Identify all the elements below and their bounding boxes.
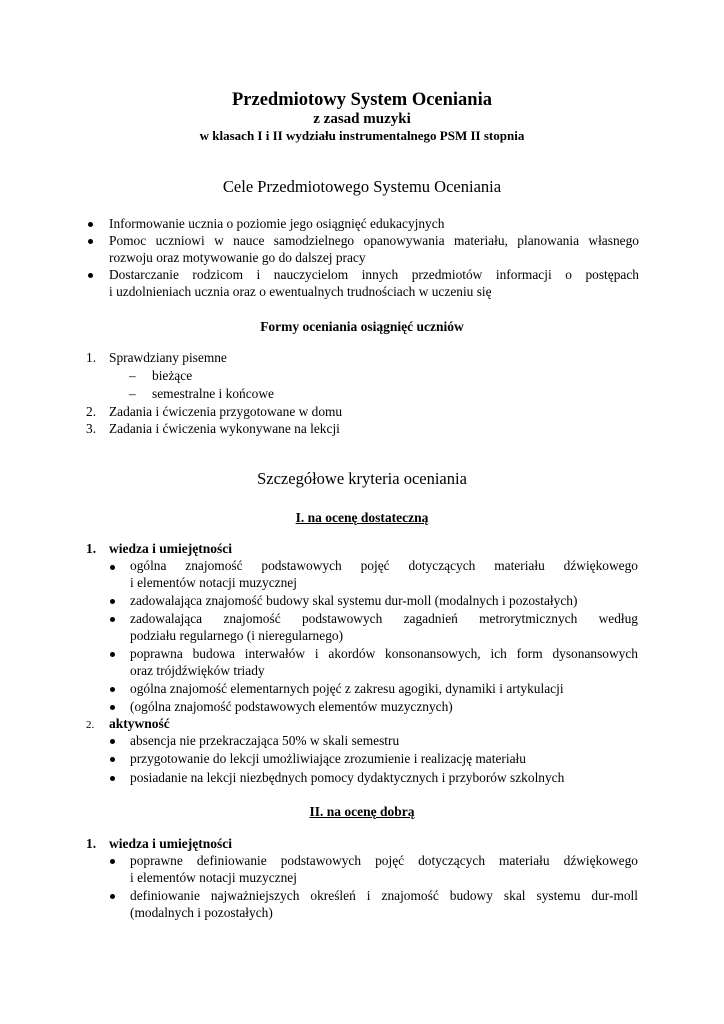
bullet-icon xyxy=(88,222,93,227)
document-subtitle: z zasad muzyki xyxy=(313,111,411,127)
document-page: Przedmiotowy System Oceniania z zasad muzyki w klasach I i II wydziału instrumentalnego PSM II stopnia Cele Przedmiotowego Systemu Oceniania Informowanie ucznia o poziomie jego osiągnięć edukacyjnych Pomoc uczniowi w nauce samodzielnego opanowywania materiału, planowania własnego rozwoju oraz motywowanie go do dalszej pracy Dostarczanie rodzicom i nauczycielom innych przedmiotów informacji o postępach i uzdolnieniach ucznia oraz o ewentualnych trudnościach w uczeniu się Formy oceniania osiągnięć uczniów 1. Sprawdziany pisemne – bieżące – semestralne i końcowe 2. Zadania i ćwiczenia przygotowane w domu 3. Zadania i ćwiczenia wykonywane na lekcji Szczegółowe kryteria oceniania I. na ocenę dostateczną 1. wiedza i umiejętności ogólna znajomość podstawowych pojęć dotyczących materiału dźwiękowego i elementów notacji muzycznej zadowalająca znajomość budowy skal systemu dur-moll (modalnych i pozostałych) zadowalająca znajomość podstawowych zagadnień metrorytmicznych według podziału regularnego (i nieregularnego) poprawna budowa interwałów i akordów konsonansowych, ich form dysonansowych oraz trójdźwięków triady ogólna znajomość elementarnych pojęć z zakresu agogiki, dynamiki i artykulacji (ogólna znajomość podstawowych elementów muzycznych) 2. aktywność absencja nie przekraczająca 50% w skali semestru przygotowanie do lekcji umożliwiające zrozumienie i realizację materiału posiadanie na lekcji niezbędnych pomocy dydaktycznych i przyborów szkolnych II. na ocenę dobrą 1. wiedza i umiejętności poprawne definiowanie podstawowych pojęć dotyczących materiału dźwiękowego i elementów notacji muzycznej definiowanie najważniejszych określeń i znajomość budowy skal systemu dur-moll (modalnych i pozostałych) xyxy=(86,90,639,920)
bullet-icon xyxy=(110,776,115,781)
bullet-icon xyxy=(110,687,115,692)
bullet-icon xyxy=(110,599,115,604)
bullet-icon xyxy=(110,894,115,899)
forms-heading: Formy oceniania osiągnięć uczniów xyxy=(260,319,464,334)
bullet-icon xyxy=(110,565,115,570)
bullet-icon xyxy=(110,652,115,657)
bullet-icon xyxy=(88,239,93,244)
bullet-icon xyxy=(110,739,115,744)
bullet-icon xyxy=(110,617,115,622)
grade4-heading: II. na ocenę dobrą xyxy=(309,804,415,819)
document-subtitle-classes: w klasach I i II wydziału instrumentalnego PSM II stopnia xyxy=(199,128,525,143)
bullet-icon xyxy=(110,757,115,762)
bullet-icon xyxy=(110,859,115,864)
goals-heading: Cele Przedmiotowego Systemu Oceniania xyxy=(222,177,502,196)
bullet-icon xyxy=(88,273,93,278)
section-title: wiedza i umiejętności xyxy=(109,541,232,556)
document-title: Przedmiotowy System Oceniania xyxy=(232,90,492,110)
section-title: aktywność xyxy=(109,716,170,731)
section-title: wiedza i umiejętności xyxy=(109,836,232,851)
bullet-icon xyxy=(110,705,115,710)
grade3-heading: I. na ocenę dostateczną xyxy=(295,510,429,525)
criteria-heading: Szczegółowe kryteria oceniania xyxy=(257,469,467,488)
